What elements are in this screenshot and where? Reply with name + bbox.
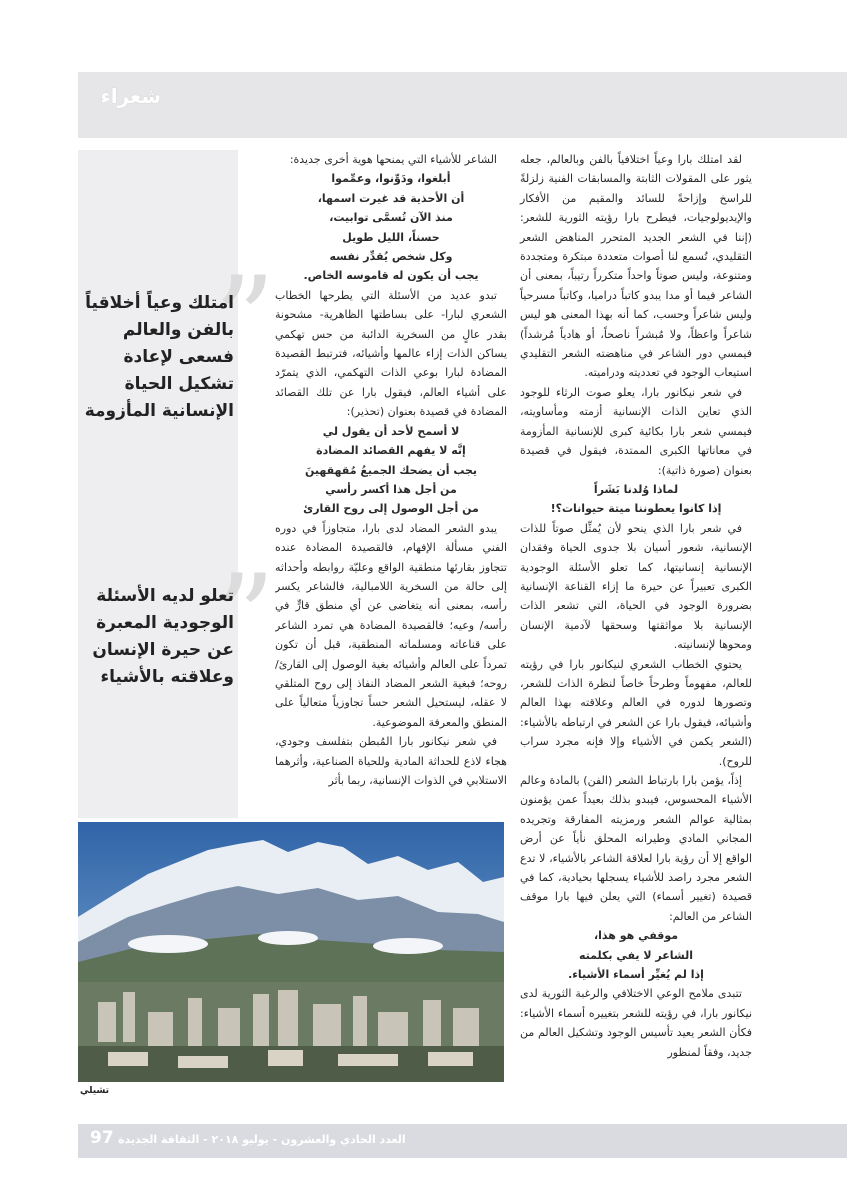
verse-line: منذ الآن تُسمَّى توابيت، <box>329 211 453 225</box>
verse-line: أن الأحذية قد غيرت اسمها، <box>317 191 465 205</box>
header-band <box>78 72 847 138</box>
verse-line: من أجل هذا أكسر رأسي <box>325 482 457 496</box>
pull-quote-2: تعلو لديه الأسئلة الوجودية المعبرة عن حيرة الإنسان وعلاقته بالأشياء <box>92 586 234 687</box>
verse-line: إنَّه لا يفهم القصائد المضادة <box>316 444 466 458</box>
paragraph: لقد امتلك بارا وعياً اختلافياً بالفن وبالعالم، جعله يثور على المقولات الثابتة والمسابقات الفنية زلزلةً للراسخ وإزاحةً للسائد والمقيم من الأفكار والإيديولوجيات، فيطرح بارا رؤيته الثورية للشعر: (إننا في الشعر الجديد المتحرر المناهض الشعر التقليدي، تُسمع لنا أصوات متعددة مبتكرة ومتجددة ومتنوعة، وليس صوتاً واحداً متكرراً رتيباً، بمعنى أن الشاعر فيما أو مدا يبدو كاتباً دراميا، وكاتباً مسرحياً وليس شاعراً وحسب، كما أنه بهذا المعنى هو ليس شاعراً واعظاً، ولا مُبشراً ناصحاً، أو هادياً مُرشداً) فيمسي دور الشاعر في مناهضته الشعر التقليدي استيعاب الوجود في تعدديته ودراميته. <box>520 153 752 380</box>
verse-line: أبلغوا، ودَوِّنوا، وعمِّموا <box>331 172 451 186</box>
paragraph: في شعر نيكانور بارا المُبطن بتفلسف وجودي، هجاء لاذع للحداثة المادية وللحياة الصناعية، وأثرهما الاستلابي في الذوات الإنسانية، ربما بأثر <box>275 735 507 787</box>
paragraph: تتبدى ملامح الوعي الاختلافي والرغبة الثورية لدى نيكانور بارا، في رؤيته للشعر بتغييره أسماء الأشياء: فكأن الشعر يعيد تأسيس الوجود وتشكيل العالم من جديد، وفقاً لمنظور <box>520 987 752 1059</box>
verse-line: إذا لم يُغيِّر أسماء الأشياء. <box>568 968 704 982</box>
article-column-middle <box>275 150 507 818</box>
paragraph: يبدو الشعر المضاد لدى بارا، متجاوزاً في دوره الفني مسألة الإفهام، فالقصيدة المضادة عنده تتجاوز بقارئها منطقية الواقع وعليّة روابطه وأحداثه إلى حالة من السخرية اللامبالية، فالشاعر يكسر رأسه، بمعنى أنه يتغاضى عن أي منطق قارٍّ في رأسه/ وعيه؛ فالقصيدة المضادة هي تمرد الشاعر على قناعاته ومسلماته المنطقية، قبل أن تكون تمرداً على العالم وأشيائه بغية الوصول إلى القارئ/ روحه؛ فبغية الشعر المضاد النفاذ إلى روح المتلقي لا عقله، ليستحيل الشعر حساً تجاوزياً متعالياً على المنطق والمعرفة الموضوعية. <box>275 521 507 729</box>
paragraph: تبدو عديد من الأسئلة التي يطرحها الخطاب الشعري لبارا- على بساطتها الظاهرية- مشحونة بقدر عالٍ من السخرية الدائبة من حس تهكمي يساكن الذات إزاء عالمها وأشيائه، فترتبط القصيدة المضادة لبارا بوعي الذات التهكمي، الذي يتمرّد على أشياء العالم، فيقول بارا عن تلك القصائد المضادة في قصيدة بعنوان (تحذير): <box>275 288 507 419</box>
verse-line: من أجل الوصول إلى روح القارئ <box>303 502 479 516</box>
pull-quote-panel <box>78 150 238 818</box>
paragraph: الشاعر للأشياء التي يمنحها هوية أخرى جديدة: <box>289 153 497 166</box>
paragraph: يحتوي الخطاب الشعري لنيكانور بارا في رؤيته للعالم، مفهوماً وطرحاً خاصاً لنظرة الذات للشعر، وتصورها لدوره في العالم وعلاقته بهذا العالم وأشيائه، فيقول بارا عن الشعر في ارتباطه بالأشياء: (الشعر يكمن في الأشياء وإلا فإنه مجرد سراب للروح). <box>520 657 752 768</box>
article-column-right <box>520 150 752 1062</box>
quote-mark-icon: ” <box>214 252 276 391</box>
paragraph: في شعر نيكانور بارا، يعلو صوت الرثاء للوجود الذي تعاين الذات الإنسانية أزمته ومأساويته، فيمسي شعر بارا بكائية كبرى للإنسانية المأزومة في معاناتها الكبرى الممتدة، فيقول في قصيدة بعنوان (صورة ذاتية): <box>520 385 752 477</box>
quote-mark-icon: ” <box>214 550 276 689</box>
verse-line: لا أسمح لأحد أن يقول لي <box>322 424 460 438</box>
issue-info: العدد الحادي والعشرون - يوليو ٢٠١٨ - الثقافة الجديدة <box>118 1133 406 1146</box>
pull-quote-1: امتلك وعياً أخلاقياً بالفن والعالم فسعى لإعادة تشكيل الحياة الإنسانية المأزومة <box>84 293 234 421</box>
verse-line: يجب أن يكون له قاموسه الخاص. <box>303 269 479 283</box>
photo-santiago-mountains <box>78 822 504 1082</box>
paragraph: إذاً، يؤمن بارا بارتباط الشعر (الفن) بالمادة وعالم الأشياء المحسوس، فيبدو بذلك بعيداً عمن يؤمنون بمثالية عوالم الشعر ورمزيته المفارقة وتجريده المجاني المادي وطيرانه المحلق نأياً عن أرض الواقع إلا أن رؤية بارا لعلاقة الشاعر بالأشياء، لا تدع الشعر مجرد راصد للأشياء يسجلها بحيادية، كما في قصيدة (تغيير أسماء) التي يعلن فيها بارا موقف الشاعر من العالم: <box>520 774 752 923</box>
verse-line: الشاعر لا يفي بكلمته <box>579 948 693 962</box>
verse-line: لماذا وُلدنا بَشَراً <box>593 482 679 496</box>
verse-line: إذا كانوا يعطوننا ميتة حيوانات؟! <box>550 502 722 516</box>
section-title: شعراء <box>100 84 161 108</box>
verse-line: حسناً، الليل طويل <box>342 230 440 244</box>
verse-line: وكل شخص يُقدِّر نفسه <box>329 250 453 264</box>
paragraph: في شعر بارا الذي ينحو لأن يُمثِّل صوتاً للذات الإنسانية، شعور أسيان بلا جدوى الحياة وفقدان الإنسانية إنسانيتها، كما تعلو الأسئلة الوجودية الكبرى تعبيراً عن حيرة ما إزاء القناعة الإنسانية بضرورة الوجود في الحياة، التي تشعر الذات الإنسانية بلا مواثقتها وسحقها لآدمية الإنسان ومحوها لإنسانيته. <box>520 521 752 652</box>
verse-line: موقفي هو هذا، <box>593 929 679 943</box>
photo-caption: تشيلي <box>80 1086 109 1096</box>
page-number: 97 <box>90 1128 114 1148</box>
verse-line: يجب أن يضحك الجميعُ مُقهقهينَ <box>304 463 478 477</box>
